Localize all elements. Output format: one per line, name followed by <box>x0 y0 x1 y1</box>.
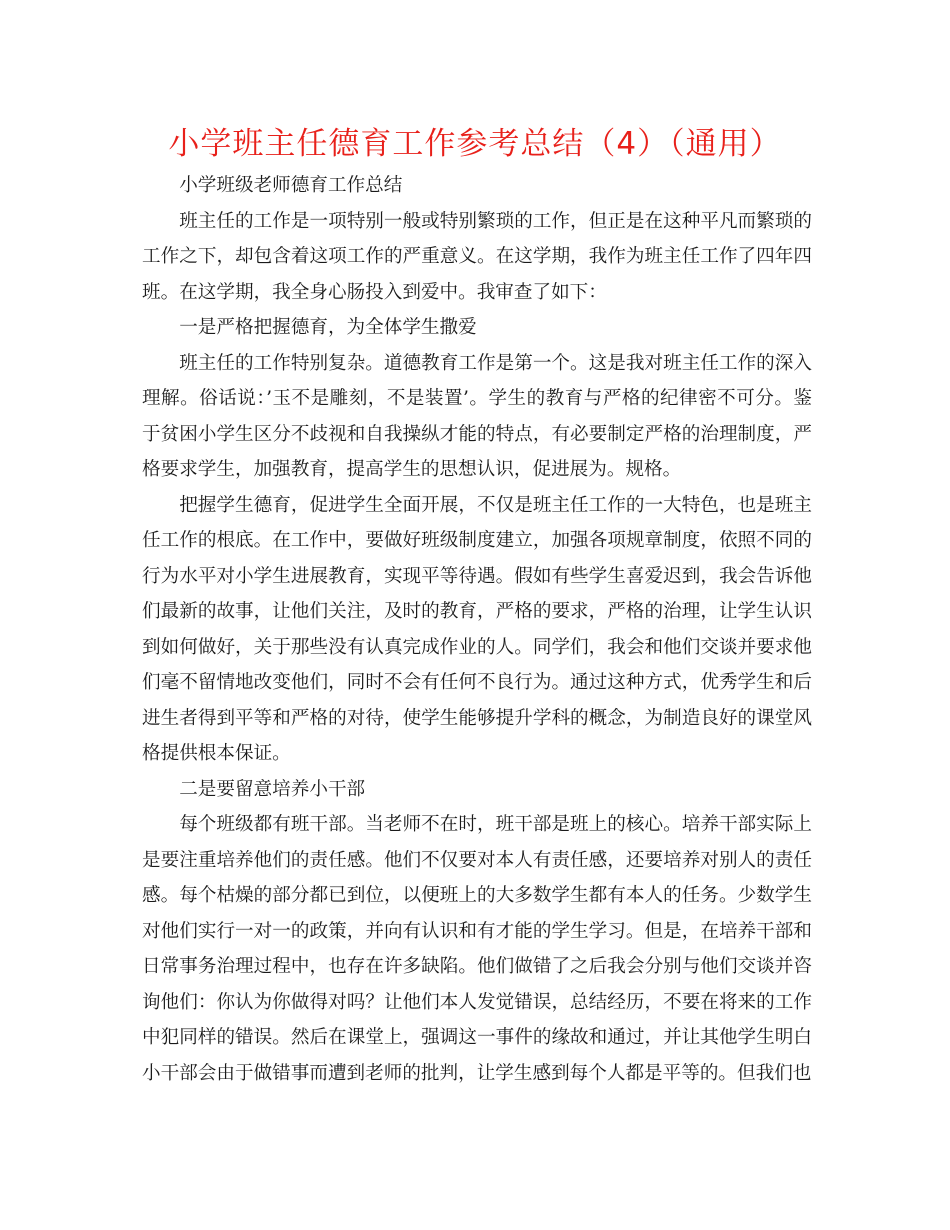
subtitle-line: 小学班级老师德育工作总结 <box>179 175 403 196</box>
body-paragraph: 把握学生德育，促进学生全面开展，不仅是班主任工作的一大特色，也是班主任工作的根底。在工作中，要做好班级制度建立，加强各项规章制度，依照不同的行为水平对小学生进展教育，实现平等待遇。假如有些学生喜爱迟到，我会告诉他们最新的故事，让他们关注，及时的教育，严格的要求，严格的治理，让学生认识到如何做好，关于那些没有认真完成作业的人。同学们，我会和他们交谈并要求他们毫不留情地改变他们，同时不会有任何不良行为。通过这种方式，优秀学生和后进生者得到平等和严格的对待，使学生能够提升学科的概念，为制造良好的课堂风格提供根本保证。 <box>142 494 812 764</box>
document-title: 小学班主任德育工作参考总结（4）（通用） <box>168 126 782 162</box>
body-paragraph: 班主任的工作是一项特别一般或特别繁琐的工作，但正是在这种平凡而繁琐的工作之下，却包含着这项工作的严重意义。在这学期，我作为班主任工作了四年四班。在这学期，我全身心肠投入到爱中。我审查了如下： <box>142 210 812 303</box>
body-paragraph: 每个班级都有班干部。当老师不在时，班干部是班上的核心。培养干部实际上是要注重培养他们的责任感。他们不仅要对本人有责任感，还要培养对别人的责任感。每个枯燥的部分都已到位，以便班上的大多数学生都有本人的任务。少数学生对他们实行一对一的政策，并向有认识和有才能的学生学习。但是，在培养干部和日常事务治理过程中，也存在许多缺陷。他们做错了之后我会分别与他们交谈并咨询他们：你认为你做得对吗？让他们本人发觉错误，总结经历，不要在将来的工作中犯同样的错误。然后在课堂上，强调这一事件的缘故和通过，并让其他学生明白小干部会由于做错事而遭到老师的批判，让学生感到每个人都是平等的。但我们也 <box>142 814 812 1084</box>
document-body <box>142 168 812 1091</box>
body-paragraph: 班主任的工作特别复杂。道德教育工作是第一个。这是我对班主任工作的深入理解。俗话说：’玉不是雕刻，不是装置’。学生的教育与严格的纪律密不可分。鉴于贫困小学生区分不歧视和自我操纵才能的特点，有必要制定严格的治理制度，严格要求学生，加强教育，提高学生的思想认识，促进展为。规格。 <box>142 352 812 480</box>
section-heading-2: 二是要留意培养小干部 <box>179 778 366 800</box>
section-heading-1: 一是严格把握德育，为全体学生撒爱 <box>179 317 477 338</box>
